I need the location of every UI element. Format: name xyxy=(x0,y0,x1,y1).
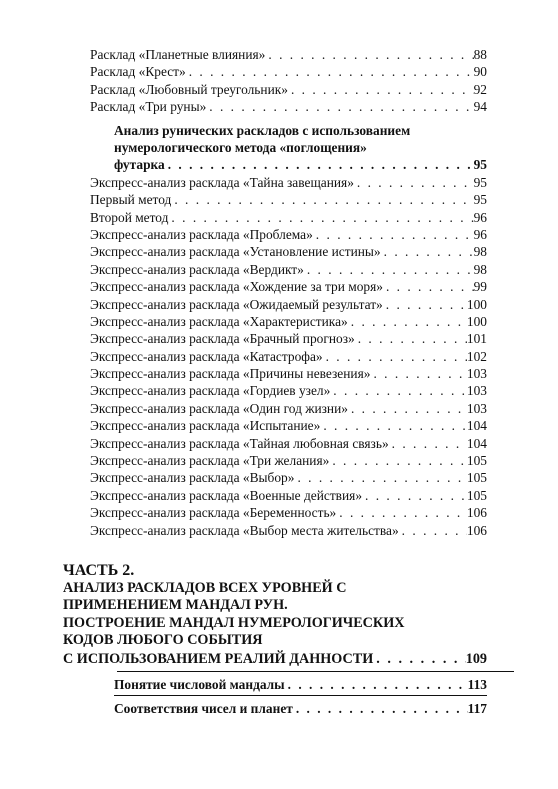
dot-leader xyxy=(285,676,468,693)
toc-entry[interactable] xyxy=(90,700,487,717)
dot-leader xyxy=(304,261,474,278)
toc-entry[interactable] xyxy=(90,435,487,452)
dot-leader xyxy=(389,435,467,452)
dot-leader xyxy=(383,278,474,295)
toc-entry-page: 96 xyxy=(473,226,487,242)
toc-entry-label: Экспресс-анализ расклада «Вердикт» xyxy=(90,261,304,277)
toc-entry-page: 96 xyxy=(473,209,487,225)
toc-entry-page: 104 xyxy=(466,418,487,434)
toc-entry-page: 117 xyxy=(467,700,487,716)
dot-leader xyxy=(165,156,474,173)
toc-entry-label: Экспресс-анализ расклада «Военные действия» xyxy=(90,487,363,503)
toc-entry-label: Экспресс-анализ расклада «Ожидаемый результат» xyxy=(90,296,383,312)
dot-leader xyxy=(348,313,467,330)
toc-entry[interactable] xyxy=(90,226,487,243)
dot-leader xyxy=(329,452,467,469)
toc-entry[interactable] xyxy=(90,81,487,98)
section-heading-line: нумерологического метода «поглощения» xyxy=(114,139,367,155)
toc-list-main xyxy=(90,174,487,539)
dot-leader xyxy=(348,400,467,417)
toc-entry-label: Экспресс-анализ расклада «Гордиев узел» xyxy=(90,383,331,399)
toc-entry[interactable] xyxy=(90,46,487,63)
toc-entry-page: 90 xyxy=(473,64,487,80)
toc-entry-label: Экспресс-анализ расклада «Брачный прогноз» xyxy=(90,331,355,347)
toc-entry[interactable] xyxy=(90,63,487,80)
toc-entry-page: 98 xyxy=(473,244,487,260)
section-heading-label: футарка xyxy=(114,157,165,173)
part-description-line: ПОСТРОЕНИЕ МАНДАЛ НУМЕРОЛОГИЧЕСКИХ xyxy=(63,614,405,631)
dot-leader xyxy=(288,81,474,98)
section-heading-page: 95 xyxy=(473,157,487,173)
section-heading-last-line xyxy=(90,156,487,173)
toc-entry-label: Экспресс-анализ расклада «Катастрофа» xyxy=(90,348,323,364)
dot-leader xyxy=(294,469,466,486)
toc-entry-label: Первый метод xyxy=(90,192,172,208)
toc-entry-page: 103 xyxy=(466,383,487,399)
toc-entry-label: Понятие числовой мандалы xyxy=(114,676,285,692)
part-description-line: КОДОВ ЛЮБОГО СОБЫТИЯ xyxy=(63,632,263,649)
toc-entry[interactable] xyxy=(90,504,487,521)
toc-entry-page: 102 xyxy=(466,348,487,364)
part-description-line: АНАЛИЗ РАСКЛАДОВ ВСЕХ УРОВНЕЙ С xyxy=(63,579,347,596)
toc-entry[interactable] xyxy=(90,452,487,469)
toc-entry-label: Экспресс-анализ расклада «Тайна завещания» xyxy=(90,174,354,190)
toc-entry-label: Экспресс-анализ расклада «Выбор» xyxy=(90,470,295,486)
dot-leader xyxy=(381,243,474,260)
toc-entry[interactable] xyxy=(90,365,487,382)
toc-entry-page: 106 xyxy=(466,522,487,538)
part-description-line: ПРИМЕНЕНИЕМ МАНДАЛ РУН. xyxy=(63,597,288,614)
divider xyxy=(114,695,487,696)
toc-entry-page: 100 xyxy=(466,313,487,329)
toc-entry-label: Экспресс-анализ расклада «Характеристика» xyxy=(90,313,348,329)
dot-leader xyxy=(362,487,467,504)
toc-list-top xyxy=(90,46,487,116)
part-last-line xyxy=(63,650,487,669)
part-block[interactable] xyxy=(63,561,487,669)
toc-entry[interactable] xyxy=(90,469,487,486)
dot-leader xyxy=(330,382,467,399)
part-last-line-label: С ИСПОЛЬЗОВАНИЕМ РЕАЛИЙ ДАННОСТИ xyxy=(63,650,374,667)
toc-entry-label: Экспресс-анализ расклада «Испытание» xyxy=(90,418,321,434)
dot-leader xyxy=(355,330,467,347)
toc-entry-label: Экспресс-анализ расклада «Причины невезения» xyxy=(90,366,371,382)
toc-entry[interactable] xyxy=(90,417,487,434)
toc-entry-page: 105 xyxy=(466,487,487,503)
toc-entry-page: 95 xyxy=(473,192,487,208)
toc-entry-page: 106 xyxy=(466,505,487,521)
toc-entry-label: Экспресс-анализ расклада «Один год жизни» xyxy=(90,400,348,416)
toc-entry-page: 101 xyxy=(466,331,487,347)
toc-entry-page: 104 xyxy=(466,435,487,451)
toc-entry-label: Экспресс-анализ расклада «Тайная любовная связь» xyxy=(90,435,389,451)
toc-entry-page: 92 xyxy=(473,81,487,97)
dot-leader xyxy=(399,522,467,539)
dot-leader xyxy=(370,365,466,382)
toc-entry[interactable] xyxy=(90,98,487,115)
toc-entry-label: Экспресс-анализ расклада «Беременность» xyxy=(90,505,337,521)
toc-entry-label: Расклад «Крест» xyxy=(90,64,186,80)
toc-entry-page: 94 xyxy=(473,99,487,115)
toc-entry-page: 98 xyxy=(473,261,487,277)
toc-entry-page: 113 xyxy=(467,676,487,692)
toc-entry[interactable] xyxy=(90,487,487,504)
toc-entry[interactable] xyxy=(90,278,487,295)
section-heading[interactable] xyxy=(90,122,487,174)
toc-entry-page: 103 xyxy=(466,400,487,416)
toc-entry[interactable] xyxy=(90,330,487,347)
toc-entry[interactable] xyxy=(90,382,487,399)
toc-entry-label: Экспресс-анализ расклада «Хождение за три моря» xyxy=(90,279,383,295)
toc-entry-page: 99 xyxy=(473,279,487,295)
toc-entry-label: Соответствия чисел и планет xyxy=(114,700,293,716)
toc-entry[interactable] xyxy=(90,261,487,278)
dot-leader xyxy=(168,209,473,226)
dot-leader xyxy=(336,504,467,521)
toc-entry-label: Экспресс-анализ расклада «Выбор места жительства» xyxy=(90,522,399,538)
toc-entry[interactable] xyxy=(90,400,487,417)
section-heading-line: Анализ рунических раскладов с использованием xyxy=(114,122,411,138)
part-page: 109 xyxy=(465,650,487,667)
toc-entry-label: Экспресс-анализ расклада «Проблема» xyxy=(90,226,313,242)
toc-entry[interactable] xyxy=(90,296,487,313)
divider xyxy=(117,671,514,672)
toc-entry-page: 88 xyxy=(473,47,487,62)
dot-leader xyxy=(354,174,474,191)
toc-entry-page: 105 xyxy=(466,470,487,486)
toc-entry-label: Расклад «Любовный треугольник» xyxy=(90,81,288,97)
toc-entry[interactable] xyxy=(90,209,487,226)
toc-entry[interactable] xyxy=(90,522,487,539)
dot-leader xyxy=(186,63,474,80)
toc-page xyxy=(63,0,487,717)
toc-entry[interactable] xyxy=(90,243,487,260)
toc-entry-page: 103 xyxy=(466,366,487,382)
dot-leader xyxy=(265,46,473,63)
dot-leader xyxy=(373,650,465,669)
toc-entry[interactable] xyxy=(90,348,487,365)
toc-entry-label: Экспресс-анализ расклада «Три желания» xyxy=(90,453,330,469)
toc-entry-label: Экспресс-анализ расклада «Установление истины» xyxy=(90,244,381,260)
dot-leader xyxy=(171,191,473,208)
toc-entry-page: 95 xyxy=(473,174,487,190)
toc-entry-page: 105 xyxy=(466,453,487,469)
part-title: ЧАСТЬ 2. xyxy=(63,561,135,579)
dot-leader xyxy=(206,98,473,115)
dot-leader xyxy=(313,226,474,243)
toc-entry-label: Расклад «Планетные влияния» xyxy=(90,47,266,62)
toc-entry-page: 100 xyxy=(466,296,487,312)
dot-leader xyxy=(323,348,467,365)
toc-entry[interactable] xyxy=(90,174,487,191)
dot-leader xyxy=(320,417,467,434)
toc-entry[interactable] xyxy=(90,676,487,693)
toc-entry[interactable] xyxy=(90,313,487,330)
toc-entry-label: Расклад «Три руны» xyxy=(90,99,207,115)
toc-entry[interactable] xyxy=(90,191,487,208)
toc-entry-label: Второй метод xyxy=(90,209,169,225)
dot-leader xyxy=(293,700,468,717)
dot-leader xyxy=(383,296,467,313)
